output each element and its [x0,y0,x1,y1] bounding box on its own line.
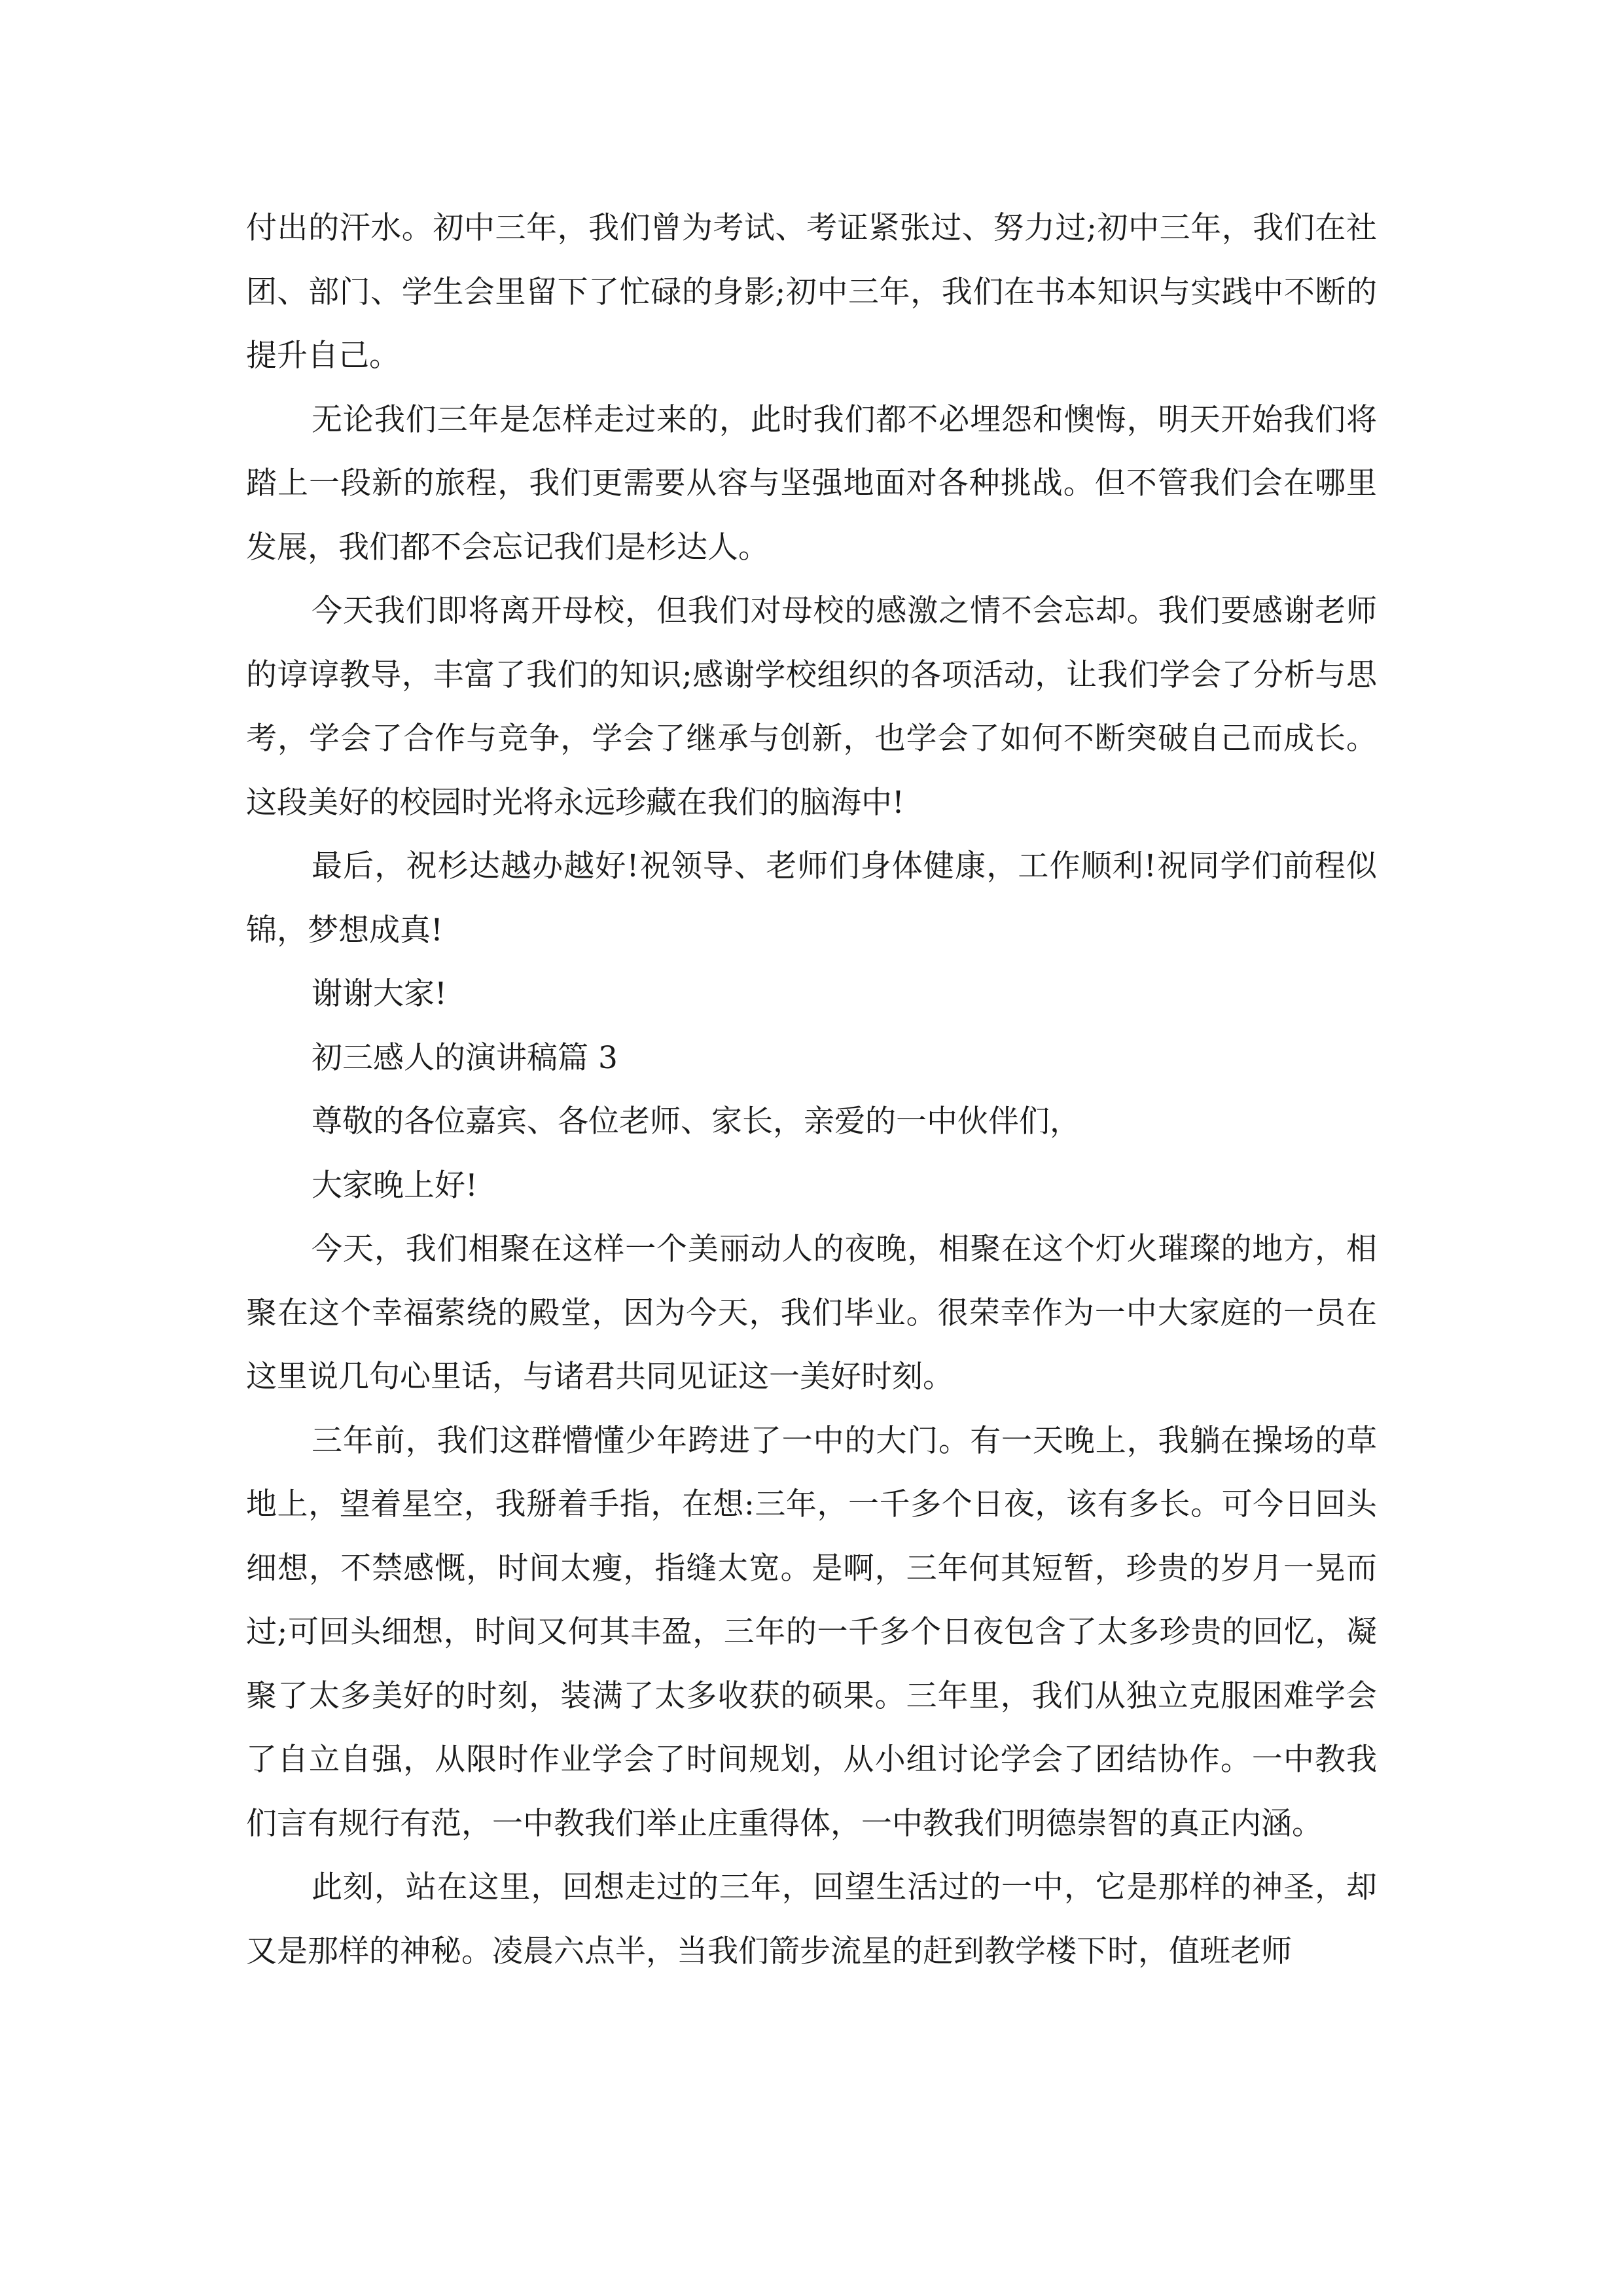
paragraph-gathering: 今天，我们相聚在这样一个美丽动人的夜晚，相聚在这个灯火璀璨的地方，相聚在这个幸福萦绕的殿堂，因为今天，我们毕业。很荣幸作为一中大家庭的一员在这里说几句心里话，与诸君共同见证这一美好时刻。 [246,1231,1377,1395]
document-body [246,196,1377,1983]
paragraph-greeting: 大家晚上好! [312,1167,478,1204]
paragraph-reflection: 无论我们三年是怎样走过来的，此时我们都不必埋怨和懊悔，明天开始我们将踏上一段新的旅程，我们更需要从容与坚强地面对各种挑战。但不管我们会在哪里发展，我们都不会忘记我们是杉达人。 [246,401,1377,565]
paragraph-this-moment: 此刻，站在这里，回想走过的三年，回望生活过的一中，它是那样的神圣，却又是那样的神秘。凌晨六点半，当我们箭步流星的赶到教学楼下时，值班老师 [246,1869,1377,1969]
section-heading: 初三感人的演讲稿篇 3 [312,1039,618,1076]
paragraph-three-years: 三年前，我们这群懵懂少年跨进了一中的大门。有一天晚上，我躺在操场的草地上，望着星空，我掰着手指，在想:三年，一千多个日夜，该有多长。可今日回头细想，不禁感慨，时间太瘦，指缝太宽。是啊，三年何其短暂，珍贵的岁月一晃而过;可回头细想，时间又何其丰盈，三年的一千多个日夜包含了太多珍贵的回忆，凝聚了太多美好的时刻，装满了太多收获的硕果。三年里，我们从独立克服困难学会了自立自强，从限时作业学会了时间规划，从小组讨论学会了团结协作。一中教我们言有规行有范，一中教我们举止庄重得体，一中教我们明德崇智的真正内涵。 [246,1422,1377,1842]
paragraph-thanks: 谢谢大家! [312,976,447,1012]
paragraph-continuation: 付出的汗水。初中三年，我们曾为考试、考证紧张过、努力过;初中三年，我们在社团、部门、学生会里留下了忙碌的身影;初中三年，我们在书本知识与实践中不断的提升自己。 [246,210,1377,374]
paragraph-wishes: 最后，祝杉达越办越好!祝领导、老师们身体健康，工作顺利!祝同学们前程似锦，梦想成真! [246,848,1377,948]
paragraph-gratitude: 今天我们即将离开母校，但我们对母校的感激之情不会忘却。我们要感谢老师的谆谆教导，丰富了我们的知识;感谢学校组织的各项活动，让我们学会了分析与思考，学会了合作与竞争，学会了继承与创新，也学会了如何不断突破自己而成长。这段美好的校园时光将永远珍藏在我们的脑海中! [246,593,1377,821]
paragraph-salutation: 尊敬的各位嘉宾、各位老师、家长，亲爱的一中伙伴们， [312,1103,1080,1139]
